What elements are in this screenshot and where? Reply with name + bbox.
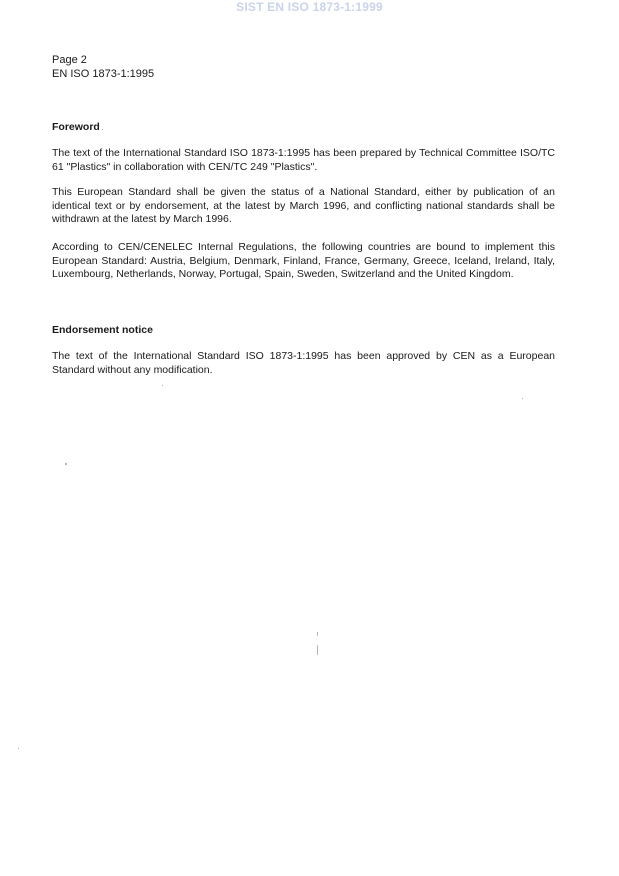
foreword-paragraph-1: The text of the International Standard ISO 1873-1:1995 has been prepared by Technical Committee ISO/TC 61 "Plastics" in collaboration with CEN/TC 249 "Plastics". (52, 147, 555, 173)
page-number: Page 2 (52, 54, 87, 66)
scan-line (317, 632, 318, 636)
foreword-paragraph-3: According to CEN/CENELEC Internal Regulations, the following countries are bound to implement this European Standard: Austria, Belgium, Denmark, Finland, France, Germany, Greece, Iceland, Ireland, Italy, Luxembourg, Netherlands, Norway, Portugal, Spain, Sweden, Switzerland and the United Kingdom. (52, 241, 555, 281)
scan-speck (162, 385, 163, 386)
scan-speck (102, 129, 103, 130)
endorsement-heading: Endorsement notice (52, 324, 153, 336)
watermark-text: SIST EN ISO 1873-1:1999 (236, 0, 383, 14)
page-header (52, 53, 154, 81)
scan-speck (18, 748, 19, 749)
document-id: EN ISO 1873-1:1995 (52, 68, 155, 80)
foreword-paragraph-2: This European Standard shall be given the status of a National Standard, either by publication of an identical text or by endorsement, at the latest by March 1996, and conflicting national standards shall be withdrawn at the latest by March 1996. (52, 186, 555, 226)
foreword-heading: Foreword (52, 121, 100, 133)
scan-line (317, 645, 318, 655)
scan-speck (522, 398, 523, 399)
endorsement-paragraph: The text of the International Standard ISO 1873-1:1995 has been approved by CEN as a European Standard without any modification. (52, 350, 555, 376)
scan-speck (65, 463, 67, 465)
